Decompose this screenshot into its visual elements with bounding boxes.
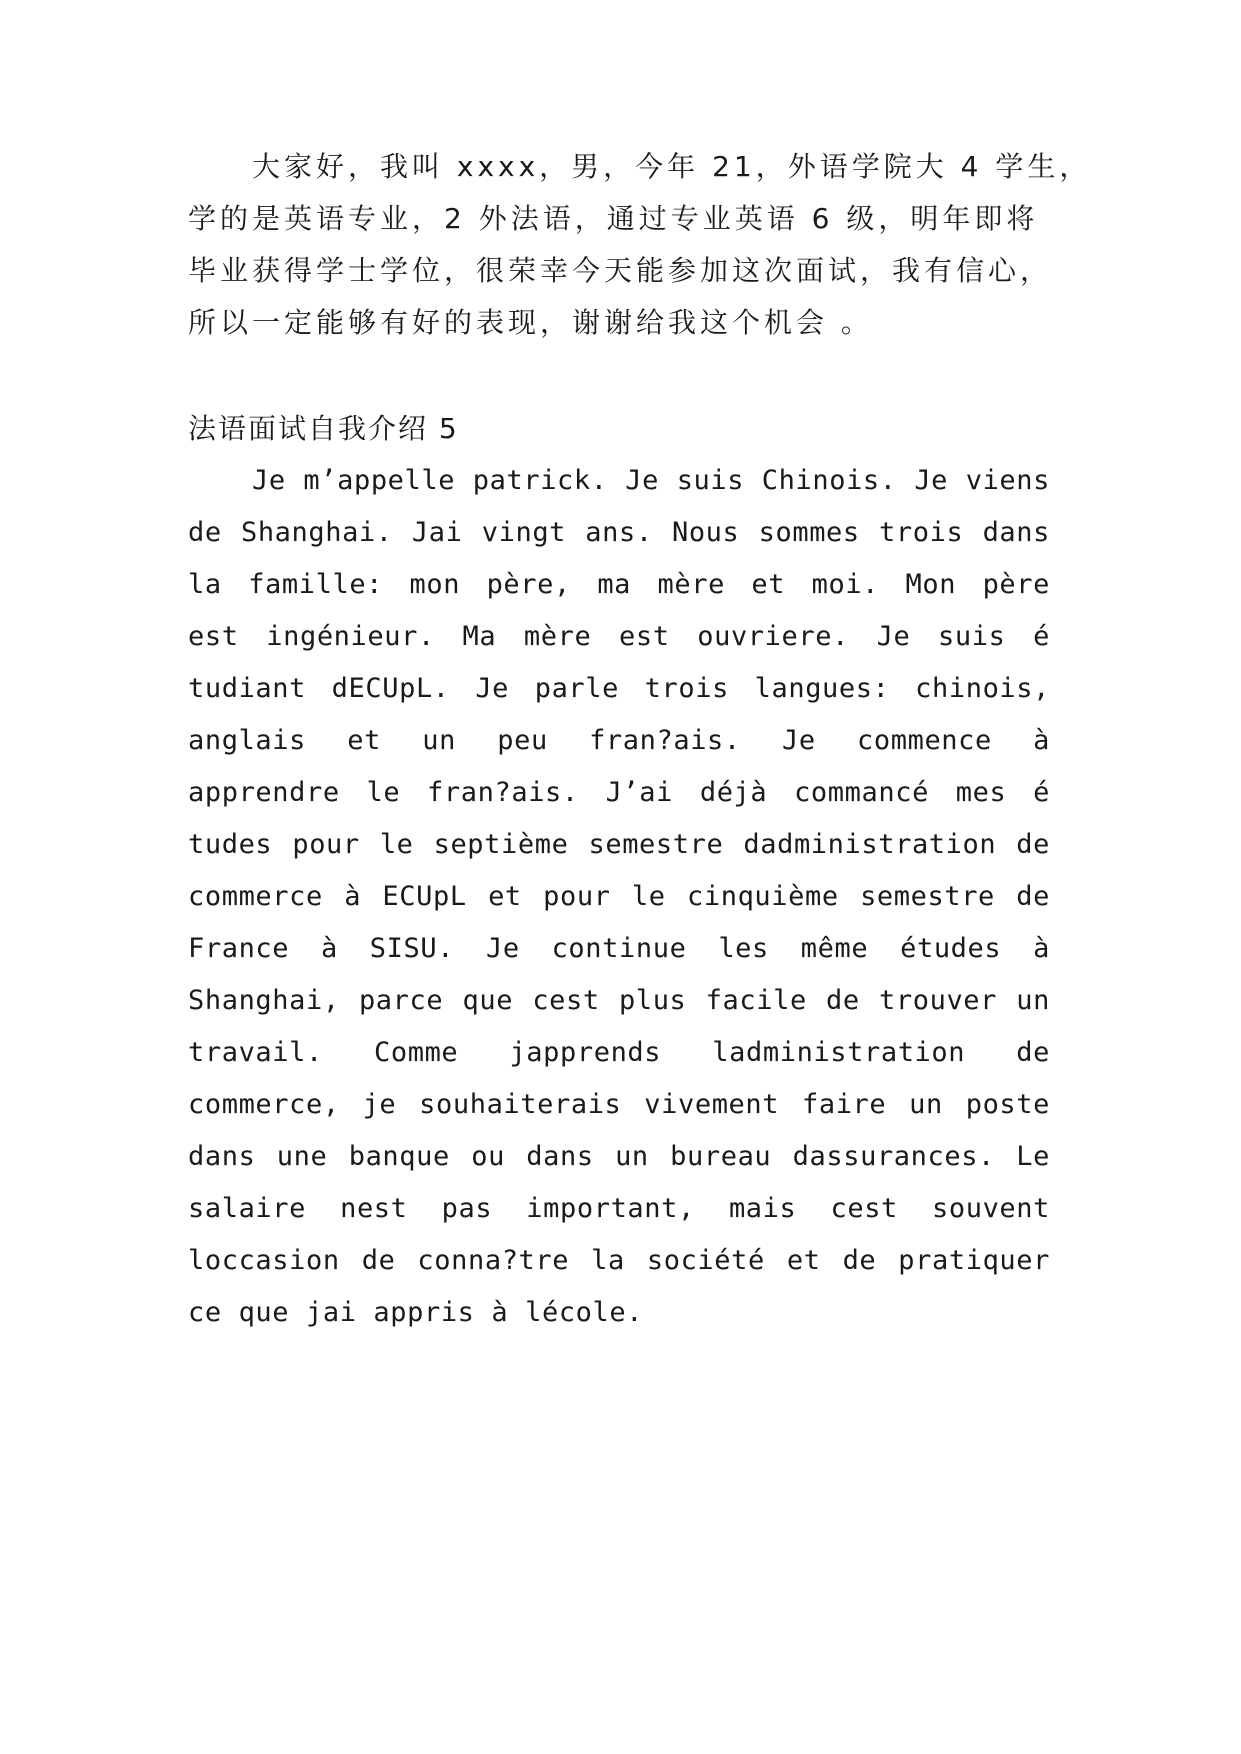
paragraph2-line-5: tudiant dECUpL. Je parle trois langues: chinois, [188,673,1050,704]
paragraph1-line-1: 大家好，我叫 xxxx，男，今年 21，外语学院大 4 学生， [252,150,1092,183]
paragraph2-line-11: Shanghai, parce que cest plus facile de trouver un [188,985,1050,1016]
paragraph2-line-7: apprendre le fran?ais. J’ai déjà commancé mes é [188,777,1050,808]
paragraph2-line-15: salaire nest pas important, mais cest souvent [188,1193,1050,1224]
paragraph2-line-2: de Shanghai. Jai vingt ans. Nous sommes trois dans [188,517,1050,548]
paragraph2-line-8: tudes pour le septième semestre dadministration de [188,829,1050,860]
paragraph1-line-2: 学的是英语专业，2 外法语，通过专业英语 6 级，明年即将 [188,202,1039,235]
paragraph2-line-4: est ingénieur. Ma mère est ouvriere. Je suis é [188,621,1050,652]
paragraph2-line-17: ce que jai appris à lécole. [188,1297,644,1328]
paragraph1-line-4: 所以一定能够有好的表现，谢谢给我这个机会 。 [188,306,873,339]
paragraph2-line-12: travail. Comme japprends ladministration de [188,1037,1050,1068]
paragraph2-line-3: la famille: mon père, ma mère et moi. Mon père [188,569,1050,600]
paragraph2-line-10: France à SISU. Je continue les même études à [188,933,1050,964]
paragraph2-line-1: Je m’appelle patrick. Je suis Chinois. Je viens [252,465,1050,496]
paragraph1-line-3: 毕业获得学士学位，很荣幸今天能参加这次面试，我有信心， [188,254,1053,287]
paragraph2-line-6: anglais et un peu fran?ais. Je commence à [188,725,1050,756]
paragraph2-line-16: loccasion de conna?tre la société et de pratiquer [188,1245,1050,1276]
paragraph2-line-14: dans une banque ou dans un bureau dassurances. Le [188,1141,1050,1172]
paragraph2-line-13: commerce, je souhaiterais vivement faire un poste [188,1089,1050,1120]
section-heading: 法语面试自我介绍 5 [188,412,459,445]
paragraph2-line-9: commerce à ECUpL et pour le cinquième semestre de [188,881,1050,912]
